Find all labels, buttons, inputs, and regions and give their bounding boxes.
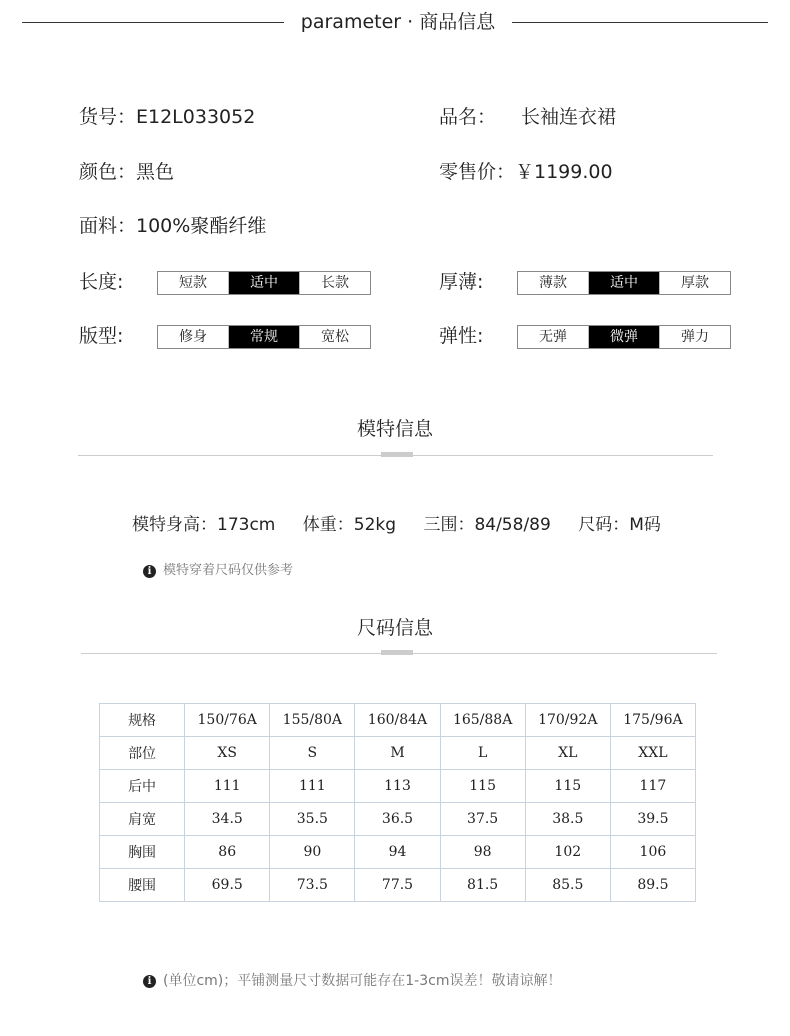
- attr-fit-scale: [157, 325, 371, 349]
- header-divider-right: [512, 22, 768, 23]
- size-table-cell: 85.5: [525, 869, 610, 902]
- size-table-cell: 90: [270, 836, 355, 869]
- size-table-cell: 150/76A: [185, 704, 270, 737]
- size-section-title: 尺码信息: [356, 617, 433, 639]
- size-table-cell: 117: [610, 770, 695, 803]
- size-table-cell: 111: [270, 770, 355, 803]
- attr-thickness-option: 厚款: [681, 275, 709, 291]
- size-table-cell: 36.5: [355, 803, 440, 836]
- product-price: 零售价：￥1199.00: [439, 161, 613, 183]
- attr-thickness-option: 薄款: [518, 272, 589, 294]
- attr-elasticity-scale: [517, 325, 731, 349]
- size-table-cell: 160/84A: [355, 704, 440, 737]
- attr-length-option-selected: 适中: [229, 272, 300, 294]
- size-table-row-header: 规格: [100, 704, 185, 737]
- size-table-cell: 35.5: [270, 803, 355, 836]
- model-size: 尺码：M码: [578, 515, 661, 535]
- size-table-cell: XS: [185, 737, 270, 770]
- size-table-cell: 38.5: [525, 803, 610, 836]
- size-table-cell: 111: [185, 770, 270, 803]
- size-table-cell: 113: [355, 770, 440, 803]
- size-table-cell: 115: [440, 770, 525, 803]
- product-color: 颜色：黑色: [79, 161, 175, 183]
- size-table-cell: 170/92A: [525, 704, 610, 737]
- attr-length-option: 长款: [321, 275, 349, 291]
- size-footnote: [143, 972, 561, 990]
- size-table-cell: S: [270, 737, 355, 770]
- size-table-row: [100, 836, 696, 869]
- size-table: [99, 703, 696, 902]
- attr-length-label: 长度:: [79, 271, 124, 293]
- size-table-row-header: 后中: [100, 770, 185, 803]
- model-section-marker: [381, 452, 413, 457]
- size-table-cell: 37.5: [440, 803, 525, 836]
- size-table-cell: 77.5: [355, 869, 440, 902]
- model-weight: 体重：52kg: [302, 515, 397, 535]
- product-fabric: 面料：100%聚酯纤维: [79, 215, 267, 237]
- size-table-cell: 175/96A: [610, 704, 695, 737]
- model-note-text: 模特穿着尺码仅供参考: [163, 563, 294, 578]
- size-table-cell: 69.5: [185, 869, 270, 902]
- model-measurements: 三围：84/58/89: [423, 515, 551, 535]
- product-name-label: 品名：: [439, 106, 497, 128]
- size-table-cell: XXL: [610, 737, 695, 770]
- attr-elasticity-option: 无弹: [518, 326, 589, 348]
- model-note: [143, 562, 293, 580]
- size-table-row: [100, 770, 696, 803]
- product-sku: 货号：E12L033052: [79, 106, 256, 128]
- size-table-cell: 34.5: [185, 803, 270, 836]
- attr-thickness-label: 厚薄:: [439, 271, 484, 293]
- size-table-cell: 106: [610, 836, 695, 869]
- page-title: parameter · 商品信息: [300, 11, 496, 33]
- model-height: 模特身高：173cm: [132, 515, 276, 535]
- attr-fit-label: 版型:: [79, 325, 124, 347]
- attr-fit-option-selected: 常规: [229, 326, 300, 348]
- size-table-row: [100, 704, 696, 737]
- attr-elasticity-option: 弹力: [681, 329, 709, 345]
- size-table-row-header: 胸围: [100, 836, 185, 869]
- attr-elasticity-option-selected: 微弹: [589, 326, 660, 348]
- size-table-cell: 115: [525, 770, 610, 803]
- info-circle-icon: i: [143, 565, 156, 578]
- attr-length-scale: [157, 271, 371, 295]
- size-table-cell: M: [355, 737, 440, 770]
- model-info-row: [132, 512, 683, 538]
- size-table-row: [100, 869, 696, 902]
- info-circle-icon: i: [143, 975, 156, 988]
- attr-thickness-option-selected: 适中: [589, 272, 660, 294]
- attr-elasticity-label: 弹性:: [439, 325, 484, 347]
- size-table-row-header: 腰围: [100, 869, 185, 902]
- size-table-cell: 155/80A: [270, 704, 355, 737]
- size-table-cell: 39.5: [610, 803, 695, 836]
- size-section-marker: [381, 650, 413, 655]
- size-table-cell: 89.5: [610, 869, 695, 902]
- size-table-cell: L: [440, 737, 525, 770]
- size-table-cell: 94: [355, 836, 440, 869]
- size-table-row: [100, 737, 696, 770]
- model-section-title: 模特信息: [356, 418, 433, 440]
- attr-fit-option: 修身: [158, 326, 229, 348]
- size-table-row: [100, 803, 696, 836]
- size-table-cell: 73.5: [270, 869, 355, 902]
- attr-fit-option: 宽松: [321, 329, 349, 345]
- size-table-cell: 98: [440, 836, 525, 869]
- section-header-parameter: [0, 8, 790, 36]
- size-table-cell: 165/88A: [440, 704, 525, 737]
- size-footnote-text: (单位cm)；平铺测量尺寸数据可能存在1-3cm误差！敬请谅解！: [163, 973, 562, 989]
- size-table-cell: 81.5: [440, 869, 525, 902]
- size-table-row-header: 部位: [100, 737, 185, 770]
- product-name-value: 长袖连衣裙: [521, 106, 617, 128]
- size-table-cell: 102: [525, 836, 610, 869]
- attr-thickness-scale: [517, 271, 731, 295]
- attr-length-option: 短款: [158, 272, 229, 294]
- header-divider-left: [22, 22, 284, 23]
- size-table-cell: 86: [185, 836, 270, 869]
- size-table-cell: XL: [525, 737, 610, 770]
- size-table-row-header: 肩宽: [100, 803, 185, 836]
